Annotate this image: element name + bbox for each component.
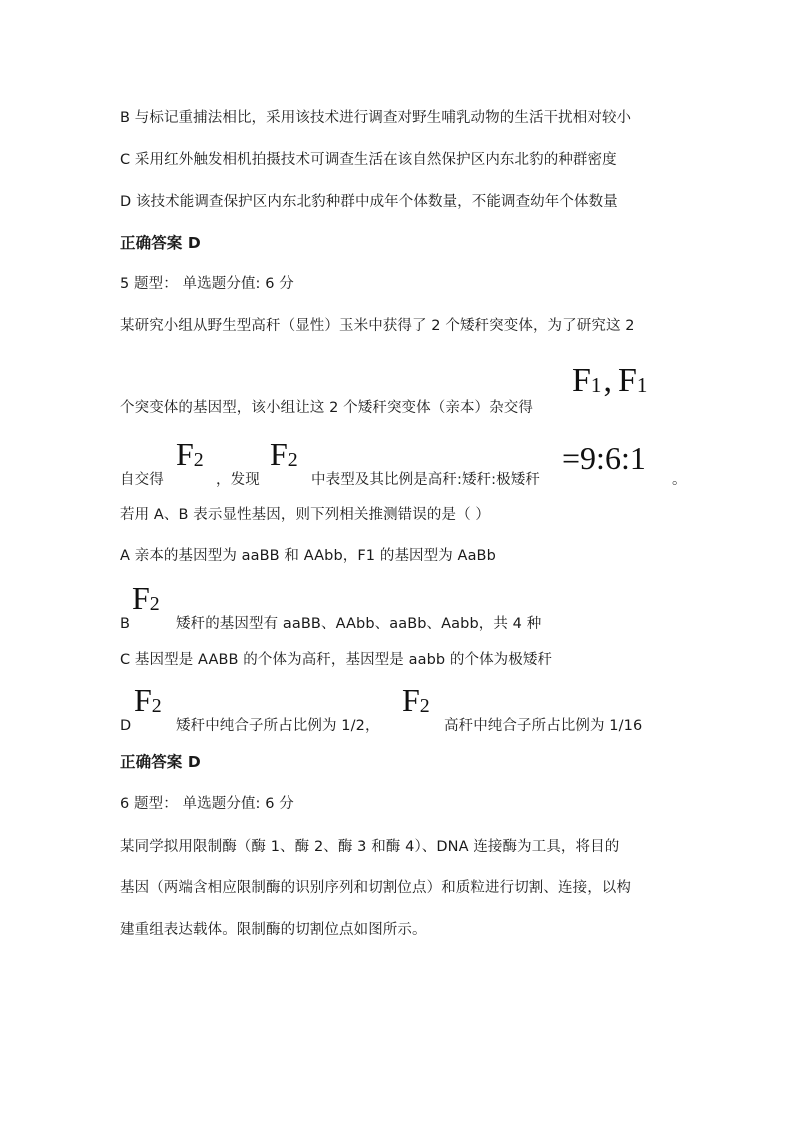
formula-ratio: =9:6:1 xyxy=(562,440,646,476)
question-5-option-d-prefix: D xyxy=(120,718,132,734)
question-5-option-c: C 基因型是 AABB 的个体为高秆，基因型是 aabb 的个体为极矮秆 xyxy=(120,652,553,668)
question-5-option-a: A 亲本的基因型为 aaBB 和 AAbb，F1 的基因型为 AaBb xyxy=(120,548,496,564)
question-6-header: 6 题型： 单选题分值: 6 分 xyxy=(120,796,294,812)
question-6-stem-line-1: 某同学拟用限制酶（酶 1、酶 2、酶 3 和酶 4）、DNA 连接酶为工具，将目的 xyxy=(120,839,620,855)
question-5-stem-line-4: 若用 A、B 表示显性基因，则下列相关推测错误的是（ ） xyxy=(120,507,490,523)
correct-answer-prev: 正确答案 D xyxy=(120,234,201,252)
option-d-prev: D 该技术能调查保护区内东北豹种群中成年个体数量，不能调查幼年个体数量 xyxy=(120,194,618,210)
question-5-option-d-text-1: 矮秆中纯合子所占比例为 1/2， xyxy=(176,718,380,734)
stem-line-2-text: 个突变体的基因型，该小组让这 2 个矮秆突变体（亲本）杂交得 xyxy=(120,400,533,416)
question-5-stem-line-2 xyxy=(120,398,533,418)
stem-line-3-end: 。 xyxy=(672,472,687,488)
stem-line-3-a: 自交得 xyxy=(120,472,164,488)
question-6-stem-line-3: 建重组表达载体。限制酶的切割位点如图所示。 xyxy=(120,922,427,938)
question-5-option-d-text-2: 高秆中纯合子所占比例为 1/16 xyxy=(444,718,643,734)
option-c-prev: C 采用红外触发相机拍摄技术可调查生活在该自然保护区内东北豹的种群密度 xyxy=(120,152,617,168)
question-5-stem-line-1: 某研究小组从野生型高秆（显性）玉米中获得了 2 个矮秆突变体，为了研究这 2 xyxy=(120,318,635,334)
formula-f2-option-d-1: $F_2$ xyxy=(134,682,162,718)
formula-f2-option-d-2: $F_2$ xyxy=(402,682,430,718)
question-5-option-b-text: 矮秆的基因型有 aaBB、AAbb、aaBb、Aabb，共 4 种 xyxy=(176,616,542,632)
formula-f2-a: $F_2$ xyxy=(176,436,204,472)
stem-line-3-b: ，发现 xyxy=(216,472,260,488)
question-5-header: 5 题型： 单选题分值: 6 分 xyxy=(120,276,294,292)
question-6-stem-line-2: 基因（两端含相应限制酶的识别序列和切割位点）和质粒进行切割、连接，以构 xyxy=(120,880,631,896)
option-b-prev: B 与标记重捕法相比，采用该技术进行调查对野生哺乳动物的生活干扰相对较小 xyxy=(120,110,632,126)
formula-f2-option-b: $F_2$ xyxy=(132,580,160,616)
formula-f2-b: $F_2$ xyxy=(270,436,298,472)
stem-line-3-c: 中表型及其比例是高秆:矮秆:极矮秆 xyxy=(311,472,540,488)
question-5-option-b-prefix: B xyxy=(120,616,131,632)
correct-answer-q5: 正确答案 D xyxy=(120,753,201,771)
question-5-stem-line-3 xyxy=(120,470,164,490)
formula-f1-f1: $F_1$, $F_1$ xyxy=(572,362,648,399)
